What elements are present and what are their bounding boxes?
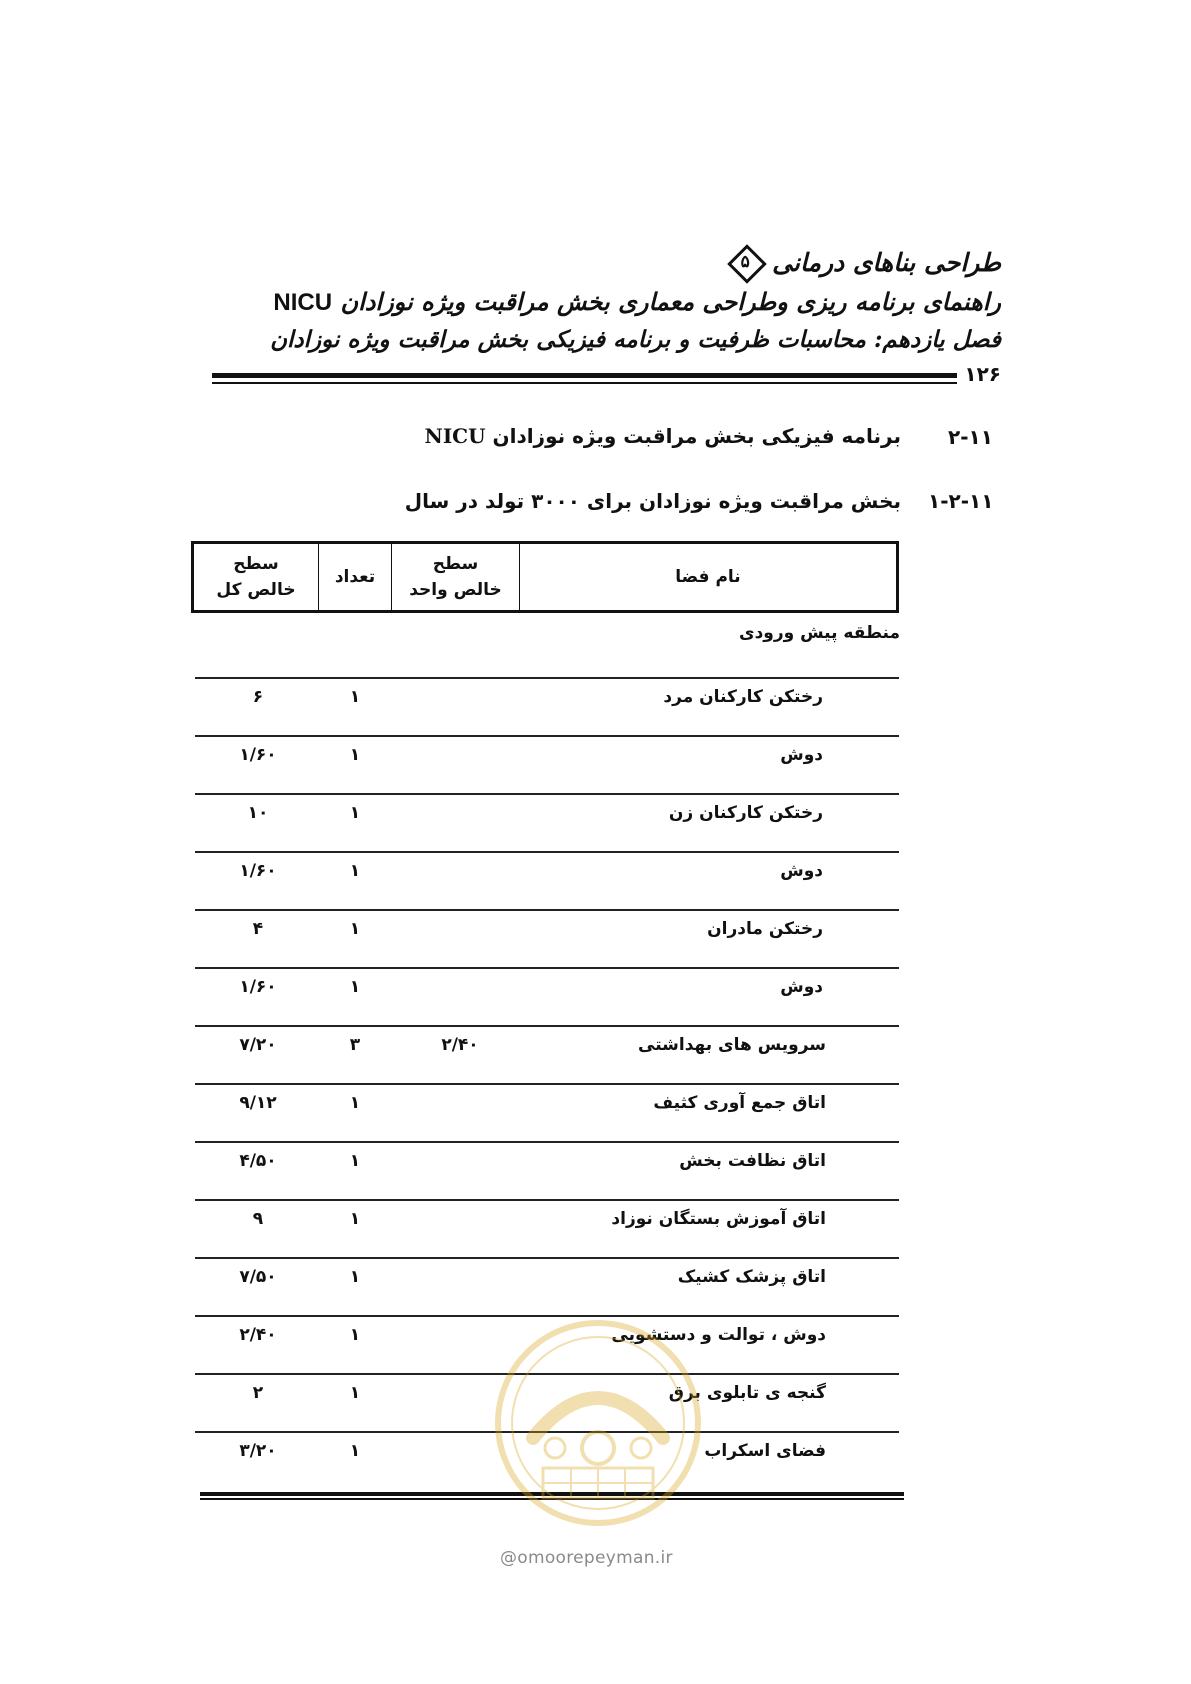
row-divider bbox=[195, 1141, 899, 1143]
row-total-area: ۱/۶۰ bbox=[239, 745, 277, 765]
row-count: ۱ bbox=[349, 1267, 361, 1287]
row-count: ۱ bbox=[349, 745, 361, 765]
row-count: ۱ bbox=[349, 1383, 361, 1403]
table-header bbox=[191, 541, 899, 613]
section-title-fa: برنامه فیزیکی بخش مراقبت ویژه نوزادان bbox=[492, 424, 901, 448]
row-total-area: ۱۰ bbox=[247, 803, 269, 823]
row-count: ۱ bbox=[349, 861, 361, 881]
section-title bbox=[425, 424, 901, 448]
book-title-fa: راهنمای برنامه ریزی وطراحی معماری بخش مراقبت ویژه نوزادان bbox=[340, 287, 1001, 316]
row-total-area: ۴ bbox=[252, 919, 264, 939]
row-divider bbox=[195, 1083, 899, 1085]
series-number: ۵ bbox=[740, 252, 750, 272]
row-divider bbox=[195, 851, 899, 853]
row-total-area: ۷/۲۰ bbox=[239, 1035, 277, 1055]
row-divider bbox=[195, 735, 899, 737]
row-total-area: ۲/۴۰ bbox=[239, 1325, 277, 1345]
watermark-seal-icon bbox=[493, 1318, 703, 1528]
row-space-name: رختکن کارکنان زن bbox=[668, 803, 823, 823]
subsection-number: ۱-۲-۱۱ bbox=[928, 489, 994, 513]
book-title-en: NICU bbox=[273, 289, 333, 316]
row-total-area: ۱/۶۰ bbox=[239, 977, 277, 997]
row-divider bbox=[195, 1025, 899, 1027]
series-number-diamond bbox=[728, 245, 762, 279]
row-space-name: دوش bbox=[780, 861, 823, 881]
row-space-name: گنجه ی تابلوی برق bbox=[668, 1383, 826, 1403]
row-total-area: ۴/۵۰ bbox=[239, 1151, 277, 1171]
row-total-area: ۱/۶۰ bbox=[239, 861, 277, 881]
book-title bbox=[273, 287, 1001, 317]
header-unit-area: سطح خالص واحد bbox=[391, 544, 519, 610]
row-space-name: سرویس های بهداشتی bbox=[638, 1035, 826, 1055]
row-total-area: ۹/۱۲ bbox=[239, 1093, 277, 1113]
row-space-name: فضای اسکراب bbox=[704, 1441, 826, 1461]
row-count: ۱ bbox=[349, 1151, 361, 1171]
row-total-area: ۹ bbox=[252, 1209, 264, 1229]
row-divider bbox=[195, 909, 899, 911]
row-space-name: رختکن مادران bbox=[707, 919, 823, 939]
header-count: تعداد bbox=[318, 544, 391, 610]
row-divider bbox=[195, 677, 899, 679]
row-space-name: رختکن کارکنان مرد bbox=[663, 687, 823, 707]
row-divider bbox=[195, 1315, 899, 1317]
row-space-name: دوش bbox=[780, 745, 823, 765]
section-number: ۲-۱۱ bbox=[948, 425, 993, 449]
header-rule-thick bbox=[212, 373, 957, 378]
row-count: ۱ bbox=[349, 919, 361, 939]
header-space-name: نام فضا bbox=[519, 544, 896, 610]
row-unit-area: ۲/۴۰ bbox=[441, 1035, 479, 1055]
series-title-line bbox=[728, 245, 1001, 279]
row-space-name: دوش ، توالت و دستشویی bbox=[611, 1325, 826, 1345]
chapter-title: فصل یازدهم: محاسبات ظرفیت و برنامه فیزیکی بخش مراقبت ویژه نوزادان bbox=[270, 326, 1001, 353]
row-divider bbox=[195, 1199, 899, 1201]
row-divider bbox=[195, 967, 899, 969]
row-divider bbox=[195, 1257, 899, 1259]
section-title-en: NICU bbox=[424, 424, 486, 448]
subsection-title: بخش مراقبت ویژه نوزادان برای ۳۰۰۰ تولد در سال bbox=[404, 489, 901, 513]
row-count: ۱ bbox=[349, 977, 361, 997]
row-space-name: اتاق آموزش بستگان نوزاد bbox=[611, 1209, 826, 1229]
header-rule-thin bbox=[212, 382, 957, 384]
row-count: ۱ bbox=[349, 1093, 361, 1113]
row-count: ۱ bbox=[349, 1441, 361, 1461]
row-total-area: ۷/۵۰ bbox=[239, 1267, 277, 1287]
row-total-area: ۳/۲۰ bbox=[239, 1441, 277, 1461]
group-label: منطقه پیش ورودی bbox=[739, 623, 900, 643]
row-count: ۱ bbox=[349, 803, 361, 823]
row-space-name: اتاق جمع آوری کثیف bbox=[653, 1093, 826, 1113]
row-count: ۳ bbox=[349, 1035, 361, 1055]
watermark-site: @omoorepeyman.ir bbox=[500, 1548, 673, 1568]
row-count: ۱ bbox=[349, 687, 361, 707]
page-number: ۱۲۶ bbox=[964, 362, 1001, 386]
row-count: ۱ bbox=[349, 1209, 361, 1229]
row-total-area: ۶ bbox=[252, 687, 264, 707]
series-title: طراحی بناهای درمانی bbox=[772, 247, 1001, 277]
row-total-area: ۲ bbox=[252, 1383, 264, 1403]
row-space-name: دوش bbox=[780, 977, 823, 997]
row-count: ۱ bbox=[349, 1325, 361, 1345]
row-space-name: اتاق پزشک کشیک bbox=[677, 1267, 826, 1287]
row-space-name: اتاق نظافت بخش bbox=[679, 1151, 826, 1171]
header-total-area: سطح خالص کل bbox=[216, 553, 296, 600]
row-divider bbox=[195, 793, 899, 795]
